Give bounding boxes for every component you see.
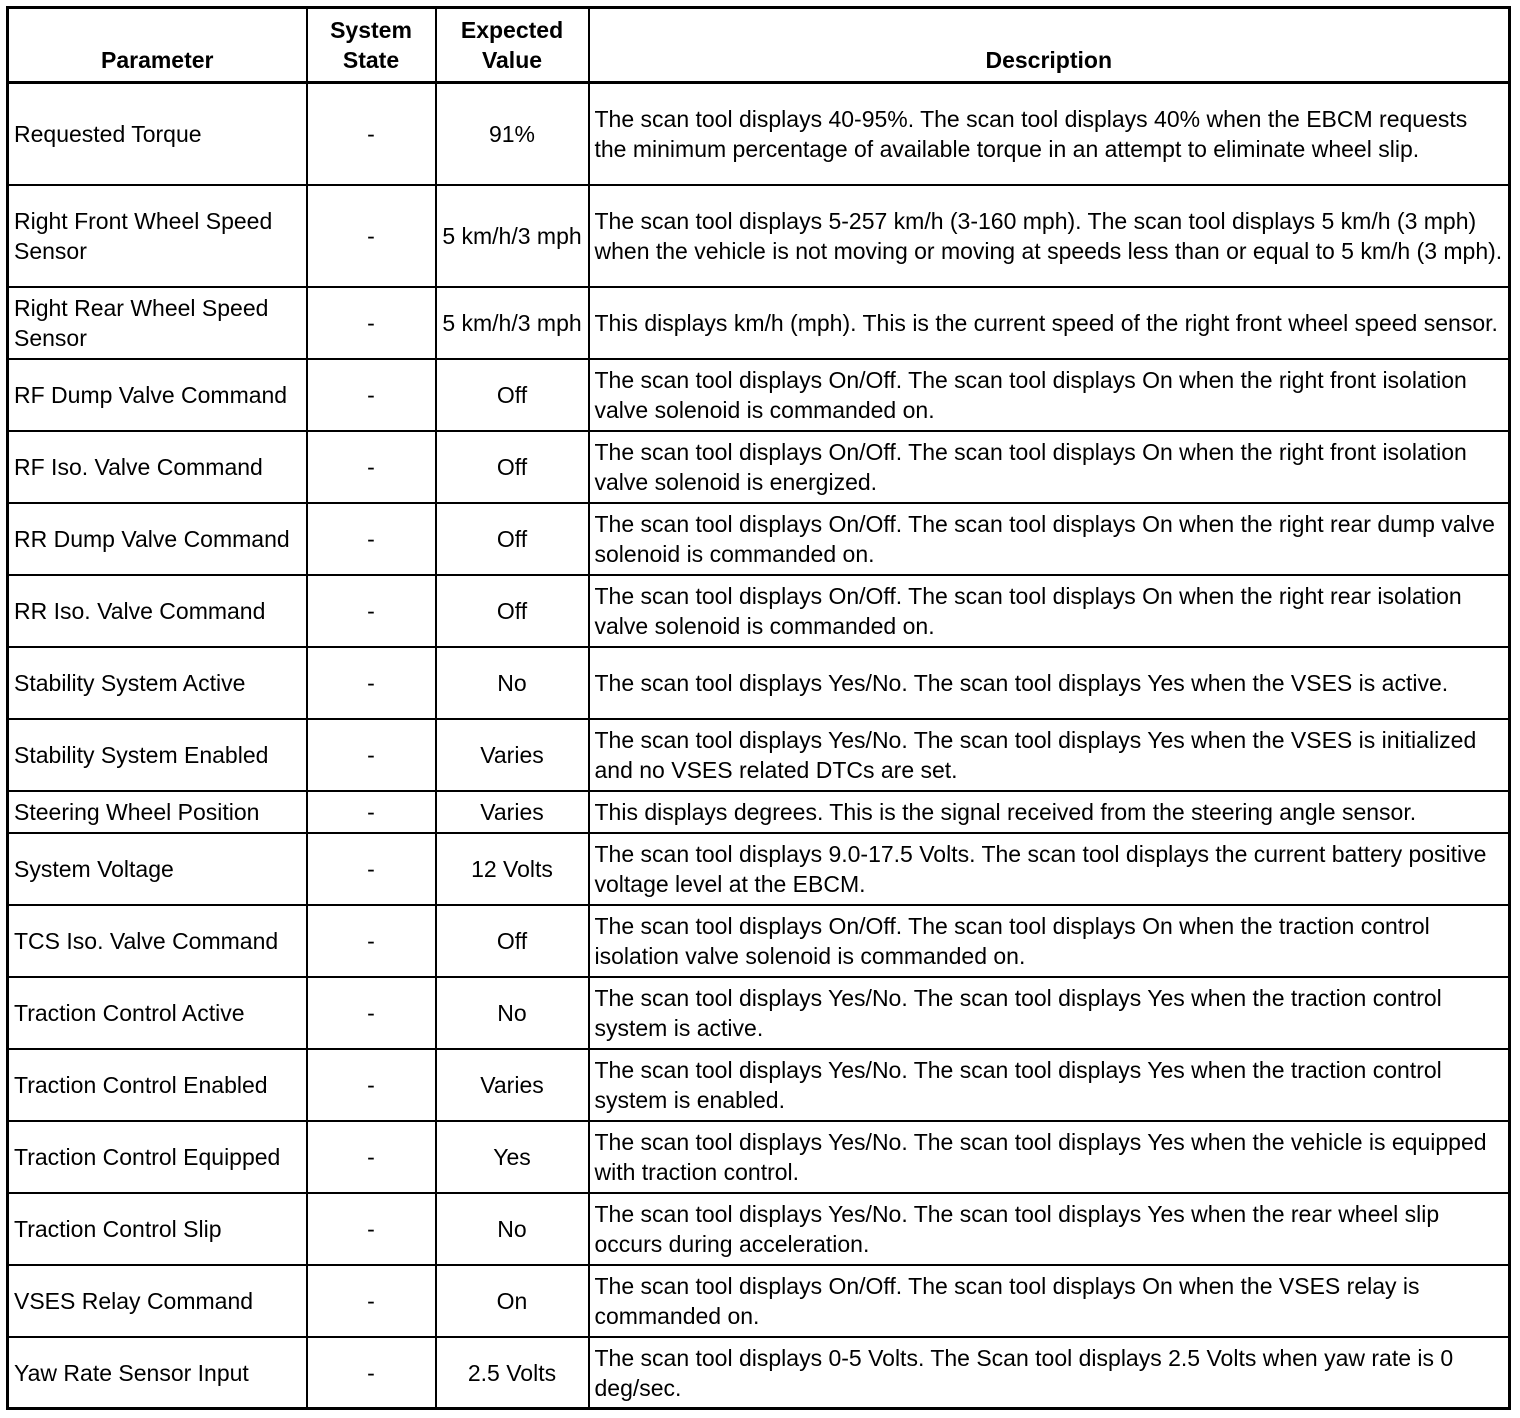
table-row xyxy=(8,185,1510,287)
parameter-cell: Right Rear Wheel Speed Sensor xyxy=(8,287,307,359)
description-cell: The scan tool displays Yes/No. The scan tool displays Yes when the traction control system is enabled. xyxy=(589,1049,1510,1121)
expected-value-cell: Off xyxy=(436,905,589,977)
table-row xyxy=(8,431,1510,503)
description-cell: The scan tool displays Yes/No. The scan tool displays Yes when the traction control system is active. xyxy=(589,977,1510,1049)
system-state-cell: - xyxy=(307,1337,436,1409)
table-row xyxy=(8,83,1510,185)
system-state-cell: - xyxy=(307,185,436,287)
expected-value-cell: Off xyxy=(436,431,589,503)
system-state-cell: - xyxy=(307,833,436,905)
expected-value-cell: Varies xyxy=(436,719,589,791)
system-state-cell: - xyxy=(307,1049,436,1121)
table-row xyxy=(8,719,1510,791)
parameter-cell: VSES Relay Command xyxy=(8,1265,307,1337)
system-state-cell: - xyxy=(307,791,436,833)
table-row xyxy=(8,287,1510,359)
description-cell: The scan tool displays Yes/No. The scan tool displays Yes when the rear wheel slip occurs during acceleration. xyxy=(589,1193,1510,1265)
table-header-row xyxy=(8,8,1510,83)
system-state-cell: - xyxy=(307,287,436,359)
parameter-cell: Traction Control Enabled xyxy=(8,1049,307,1121)
table-row xyxy=(8,503,1510,575)
system-state-cell: - xyxy=(307,905,436,977)
parameter-cell: Traction Control Active xyxy=(8,977,307,1049)
system-state-cell: - xyxy=(307,1121,436,1193)
expected-value-cell: 5 km/h/3 mph xyxy=(436,287,589,359)
description-cell: The scan tool displays On/Off. The scan tool displays On when the right rear isolation valve solenoid is commanded on. xyxy=(589,575,1510,647)
parameter-cell: RF Iso. Valve Command xyxy=(8,431,307,503)
description-cell: The scan tool displays On/Off. The scan tool displays On when the right front isolation valve solenoid is energized. xyxy=(589,431,1510,503)
table-row xyxy=(8,977,1510,1049)
expected-value-cell: 12 Volts xyxy=(436,833,589,905)
expected-value-cell: 5 km/h/3 mph xyxy=(436,185,589,287)
header-parameter: Parameter xyxy=(8,8,307,83)
table-row xyxy=(8,833,1510,905)
table-row xyxy=(8,1193,1510,1265)
expected-value-cell: Off xyxy=(436,575,589,647)
parameter-cell: Right Front Wheel Speed Sensor xyxy=(8,185,307,287)
expected-value-cell: On xyxy=(436,1265,589,1337)
description-cell: The scan tool displays 40-95%. The scan tool displays 40% when the EBCM requests the minimum percentage of available torque in an attempt to eliminate wheel slip. xyxy=(589,83,1510,185)
parameter-cell: Yaw Rate Sensor Input xyxy=(8,1337,307,1409)
table-row xyxy=(8,1265,1510,1337)
expected-value-cell: Off xyxy=(436,359,589,431)
table-body xyxy=(8,83,1510,1409)
parameter-cell: Stability System Enabled xyxy=(8,719,307,791)
parameter-cell: Steering Wheel Position xyxy=(8,791,307,833)
table-row xyxy=(8,647,1510,719)
header-system-state: System State xyxy=(307,8,436,83)
parameter-cell: RF Dump Valve Command xyxy=(8,359,307,431)
system-state-cell: - xyxy=(307,1193,436,1265)
expected-value-cell: No xyxy=(436,647,589,719)
description-cell: This displays degrees. This is the signal received from the steering angle sensor. xyxy=(589,791,1510,833)
header-expected-value: Expected Value xyxy=(436,8,589,83)
system-state-cell: - xyxy=(307,431,436,503)
description-cell: The scan tool displays On/Off. The scan tool displays On when the VSES relay is commanded on. xyxy=(589,1265,1510,1337)
description-cell: The scan tool displays 5-257 km/h (3-160 mph). The scan tool displays 5 km/h (3 mph) when the vehicle is not moving or moving at speeds less than or equal to 5 km/h (3 mph). xyxy=(589,185,1510,287)
system-state-cell: - xyxy=(307,647,436,719)
parameter-cell: Traction Control Slip xyxy=(8,1193,307,1265)
description-cell: The scan tool displays On/Off. The scan tool displays On when the traction control isolation valve solenoid is commanded on. xyxy=(589,905,1510,977)
expected-value-cell: Varies xyxy=(436,1049,589,1121)
expected-value-cell: 2.5 Volts xyxy=(436,1337,589,1409)
table-row xyxy=(8,1337,1510,1409)
description-cell: This displays km/h (mph). This is the current speed of the right front wheel speed sensor. xyxy=(589,287,1510,359)
expected-value-cell: 91% xyxy=(436,83,589,185)
parameter-cell: System Voltage xyxy=(8,833,307,905)
parameter-cell: Requested Torque xyxy=(8,83,307,185)
parameter-cell: RR Dump Valve Command xyxy=(8,503,307,575)
parameter-cell: RR Iso. Valve Command xyxy=(8,575,307,647)
parameter-cell: Traction Control Equipped xyxy=(8,1121,307,1193)
system-state-cell: - xyxy=(307,359,436,431)
system-state-cell: - xyxy=(307,575,436,647)
parameter-cell: TCS Iso. Valve Command xyxy=(8,905,307,977)
table-row xyxy=(8,791,1510,833)
parameter-cell: Stability System Active xyxy=(8,647,307,719)
system-state-cell: - xyxy=(307,1265,436,1337)
table-row xyxy=(8,1121,1510,1193)
system-state-cell: - xyxy=(307,83,436,185)
table-row xyxy=(8,359,1510,431)
description-cell: The scan tool displays Yes/No. The scan tool displays Yes when the vehicle is equipped with traction control. xyxy=(589,1121,1510,1193)
description-cell: The scan tool displays On/Off. The scan tool displays On when the right front isolation valve solenoid is commanded on. xyxy=(589,359,1510,431)
table-row xyxy=(8,905,1510,977)
system-state-cell: - xyxy=(307,719,436,791)
description-cell: The scan tool displays On/Off. The scan tool displays On when the right rear dump valve solenoid is commanded on. xyxy=(589,503,1510,575)
system-state-cell: - xyxy=(307,977,436,1049)
description-cell: The scan tool displays Yes/No. The scan tool displays Yes when the VSES is active. xyxy=(589,647,1510,719)
expected-value-cell: Yes xyxy=(436,1121,589,1193)
table-row xyxy=(8,575,1510,647)
expected-value-cell: Varies xyxy=(436,791,589,833)
table-row xyxy=(8,1049,1510,1121)
expected-value-cell: No xyxy=(436,977,589,1049)
description-cell: The scan tool displays Yes/No. The scan tool displays Yes when the VSES is initialized and no VSES related DTCs are set. xyxy=(589,719,1510,791)
scan-data-table xyxy=(6,6,1511,1410)
header-description: Description xyxy=(589,8,1510,83)
expected-value-cell: Off xyxy=(436,503,589,575)
system-state-cell: - xyxy=(307,503,436,575)
description-cell: The scan tool displays 0-5 Volts. The Scan tool displays 2.5 Volts when yaw rate is 0 deg/sec. xyxy=(589,1337,1510,1409)
description-cell: The scan tool displays 9.0-17.5 Volts. The scan tool displays the current battery positive voltage level at the EBCM. xyxy=(589,833,1510,905)
expected-value-cell: No xyxy=(436,1193,589,1265)
